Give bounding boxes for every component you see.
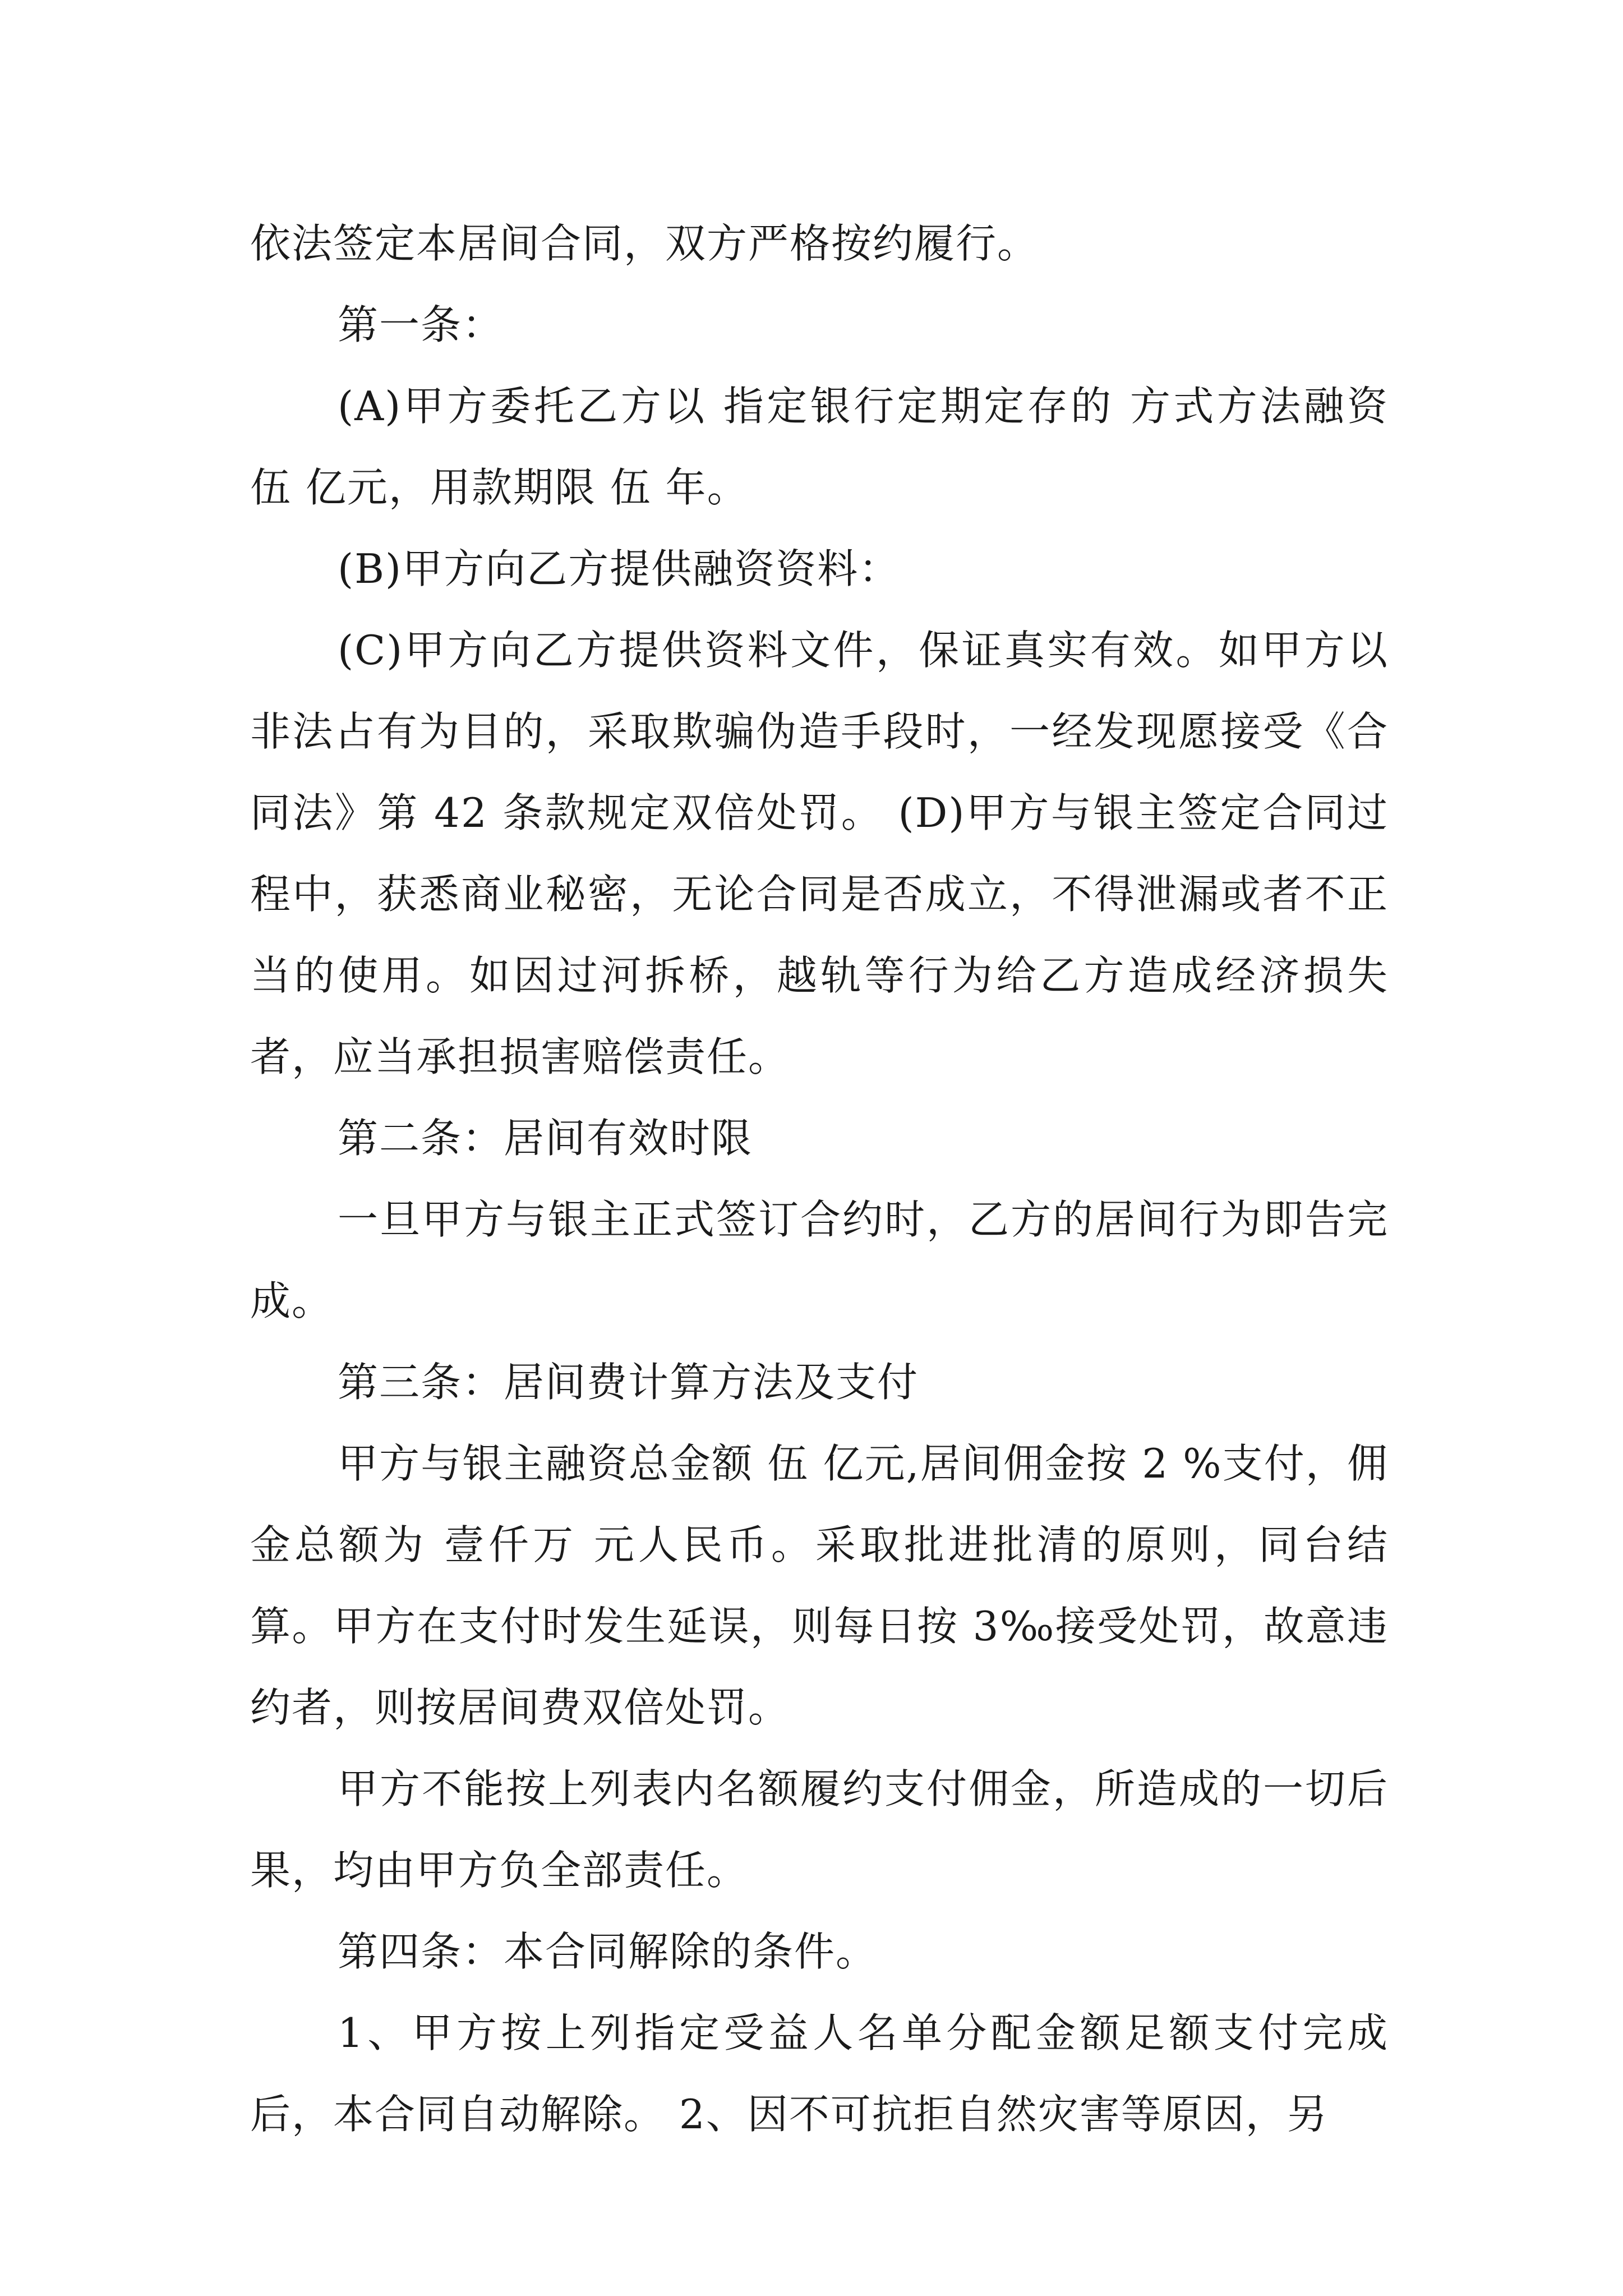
article-3-heading: 第三条：居间费计算方法及支付	[338, 1359, 919, 1406]
article-2-heading: 第二条：居间有效时限	[338, 1115, 753, 1162]
article-3-liability: 甲方不能按上列表内名额履约支付佣金，所造成的一切后果，均由甲方负全部责任。	[250, 1765, 1389, 1894]
article-4-heading: 第四条：本合同解除的条件。	[338, 1928, 878, 1975]
document-body	[250, 203, 1389, 2155]
article-2-body: 一旦甲方与银主正式签订合约时，乙方的居间行为即告完成。	[250, 1196, 1389, 1324]
article-1-heading: 第一条：	[338, 301, 504, 348]
article-1-clause-c-d: (C)甲方向乙方提供资料文件，保证真实有效。如甲方以非法占有为目的，采取欺骗伪造手段时，一经发现愿接受《合同法》第 42 条款规定双倍处罚。 (D)甲方与银主签定合同过程中，获悉商业秘密，无论合同是否成立，不得泄漏或者不正当的使用。如因过河拆桥，越轨等行为给乙方造成经济损失者，应当承担损害赔偿责任。	[250, 627, 1389, 1080]
article-3-body: 甲方与银主融资总金额 伍 亿元,居间佣金按 2 %支付，佣金总额为 壹仟万 元人民币。采取批进批清的原则，同台结算。甲方在支付时发生延误，则每日按 3‰接受处罚，故意违约者，则按居间费双倍处罚。	[250, 1440, 1389, 1731]
article-1-clause-b: (B)甲方向乙方提供融资资料：	[338, 545, 901, 592]
paragraph-opening: 依法签定本居间合同，双方严格按约履行。	[250, 220, 1039, 267]
article-4-conditions: 1、甲方按上列指定受益人名单分配金额足额支付完成后，本合同自动解除。 2、因不可抗拒自然灾害等原因，另	[250, 2009, 1389, 2138]
article-1-clause-a: (A)甲方委托乙方以 指定银行定期定存的 方式方法融资 伍 亿元，用款期限 伍 年。	[250, 383, 1389, 511]
